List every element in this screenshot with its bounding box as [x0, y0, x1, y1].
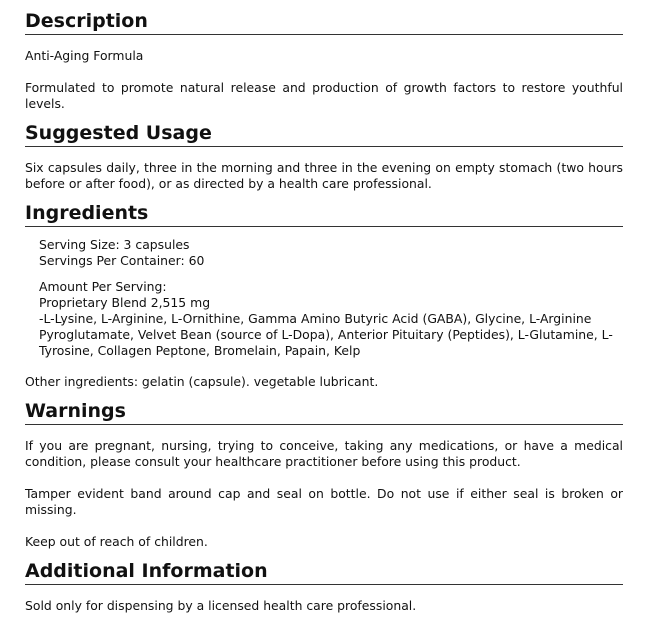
description-heading: Description [25, 10, 623, 35]
facts-spacer [39, 269, 623, 279]
additional-info-heading: Additional Information [25, 560, 623, 585]
additional-info-text: Sold only for dispensing by a licensed health care professional. [25, 598, 417, 613]
description-section [25, 10, 623, 112]
warning-text-3: Keep out of reach of children. [25, 534, 208, 549]
supplement-facts [39, 237, 623, 359]
product-info-page [25, 0, 623, 614]
warnings-heading: Warnings [25, 400, 623, 425]
amount-per-serving: Amount Per Serving: [39, 279, 167, 294]
warnings-section [25, 400, 623, 550]
description-text: Formulated to promote natural release and production of growth factors to restore youthful levels. [25, 80, 623, 111]
ingredients-section [25, 202, 623, 390]
warning-text-2: Tamper evident band around cap and seal on bottle. Do not use if either seal is broken or missing. [25, 486, 623, 517]
proprietary-blend: Proprietary Blend 2,515 mg [39, 295, 211, 310]
additional-info-section [25, 560, 623, 614]
usage-section [25, 122, 623, 192]
description-subtitle: Anti-Aging Formula [25, 48, 144, 63]
warning-text-1: If you are pregnant, nursing, trying to conceive, taking any medications, or have a medical condition, please consult your healthcare practitioner before using this product. [25, 438, 623, 469]
ingredients-heading: Ingredients [25, 202, 623, 227]
other-ingredients: Other ingredients: gelatin (capsule). vegetable lubricant. [25, 374, 379, 389]
servings-per-container: Servings Per Container: 60 [39, 253, 205, 268]
usage-heading: Suggested Usage [25, 122, 623, 147]
serving-size: Serving Size: 3 capsules [39, 237, 190, 252]
blend-ingredient-list: -L-Lysine, L-Arginine, L-Ornithine, Gamma Amino Butyric Acid (GABA), Glycine, L-Arginine Pyroglutamate, Velvet Bean (source of L-Dopa), Anterior Pituitary (Peptides), L-Glutamine, L-Tyrosine, Collagen Peptone, Bromelain, Papain, Kelp [39, 311, 613, 358]
usage-text: Six capsules daily, three in the morning and three in the evening on empty stomach (two hours before or after food), or as directed by a health care professional. [25, 160, 623, 191]
